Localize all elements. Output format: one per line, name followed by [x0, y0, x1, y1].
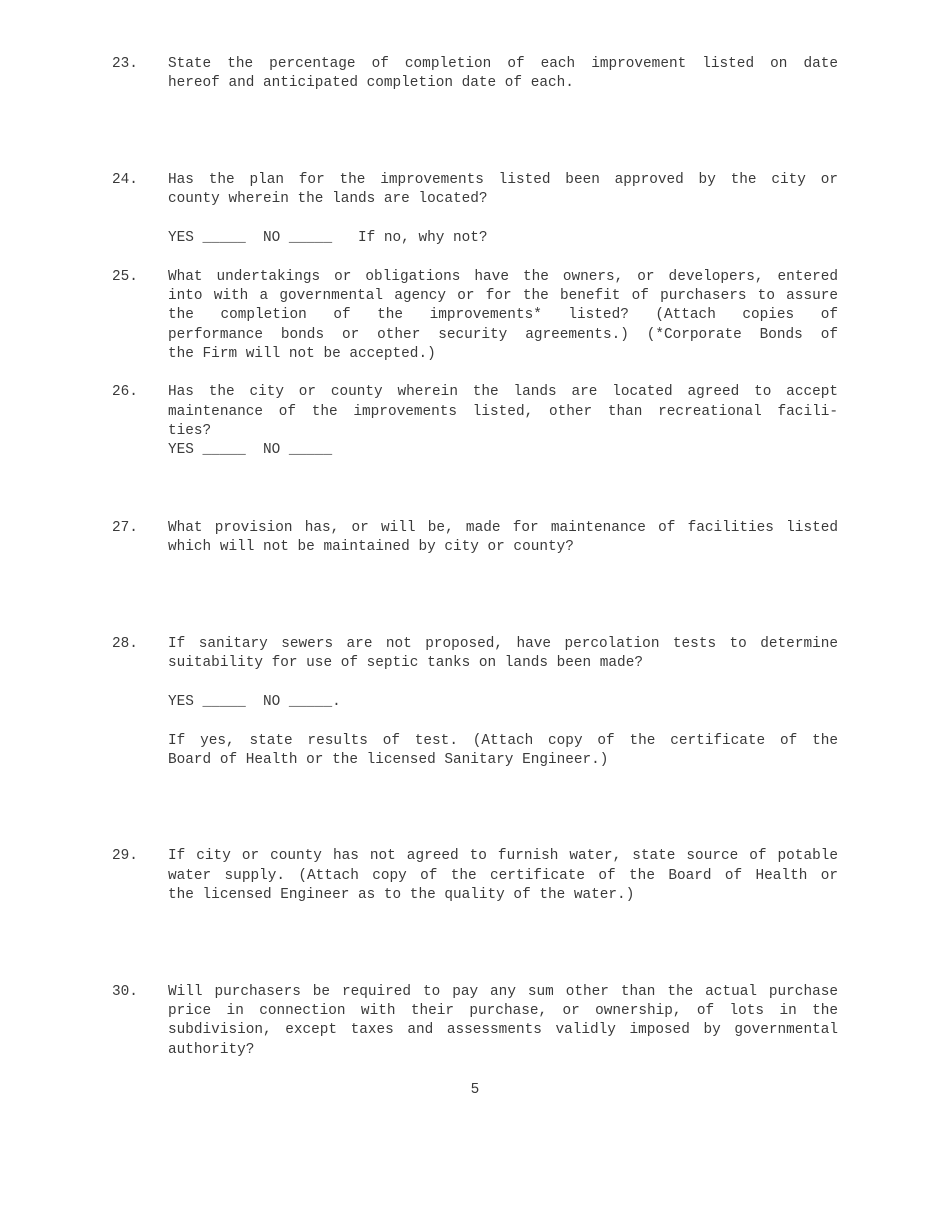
question-text-line: Has the city or county wherein the lands are located agreed to accept: [168, 384, 838, 400]
question-text-line: What undertakings or obligations have the owners, or developers, entered: [168, 269, 838, 285]
question-text-line: hereof and anticipated completion date of each.: [168, 75, 574, 91]
question-number: 25.: [112, 269, 138, 285]
followup-text-line: Board of Health or the licensed Sanitary Engineer.): [168, 752, 609, 768]
question-text-line: maintenance of the improvements listed, other than recreational facili-: [168, 404, 838, 420]
yes-no-answer-line[interactable]: YES _____ NO _____ If no, why not?: [168, 230, 488, 246]
question-text-line: the Firm will not be accepted.): [168, 346, 436, 362]
question-number: 24.: [112, 172, 138, 188]
question-number: 23.: [112, 56, 138, 72]
question-number: 28.: [112, 636, 138, 652]
question-text-line: subdivision, except taxes and assessments validly imposed by governmental: [168, 1022, 838, 1038]
question-number: 29.: [112, 848, 138, 864]
question-number: 30.: [112, 984, 138, 1000]
followup-text-line: If yes, state results of test. (Attach copy of the certificate of the: [168, 733, 838, 749]
question-text-line: the licensed Engineer as to the quality of the water.): [168, 887, 635, 903]
question-text-line: What provision has, or will be, made for maintenance of facilities listed: [168, 520, 838, 536]
yes-no-answer-line[interactable]: YES _____ NO _____: [168, 442, 333, 458]
yes-no-answer-line[interactable]: YES _____ NO _____.: [168, 694, 341, 710]
question-text-line: price in connection with their purchase, or ownership, of lots in the: [168, 1003, 838, 1019]
question-text-line: Will purchasers be required to pay any sum other than the actual purchase: [168, 984, 838, 1000]
question-text-line: If city or county has not agreed to furnish water, state source of potable: [168, 848, 838, 864]
question-text-line: the completion of the improvements* listed? (Attach copies of: [168, 307, 838, 323]
page-number: 5: [470, 1082, 480, 1098]
question-text-line: State the percentage of completion of each improvement listed on date: [168, 56, 838, 72]
question-number: 27.: [112, 520, 138, 536]
question-text-line: water supply. (Attach copy of the certificate of the Board of Health or: [168, 868, 838, 884]
question-text-line: suitability for use of septic tanks on lands been made?: [168, 655, 643, 671]
question-text-line: ties?: [168, 423, 212, 439]
question-number: 26.: [112, 384, 138, 400]
question-text-line: authority?: [168, 1042, 255, 1058]
question-text-line: If sanitary sewers are not proposed, have percolation tests to determine: [168, 636, 838, 652]
question-text-line: into with a governmental agency or for the benefit of purchasers to assure: [168, 288, 838, 304]
question-text-line: which will not be maintained by city or county?: [168, 539, 574, 555]
question-text-line: performance bonds or other security agreements.) (*Corporate Bonds of: [168, 327, 838, 343]
question-text-line: county wherein the lands are located?: [168, 191, 488, 207]
question-text-line: Has the plan for the improvements listed been approved by the city or: [168, 172, 838, 188]
